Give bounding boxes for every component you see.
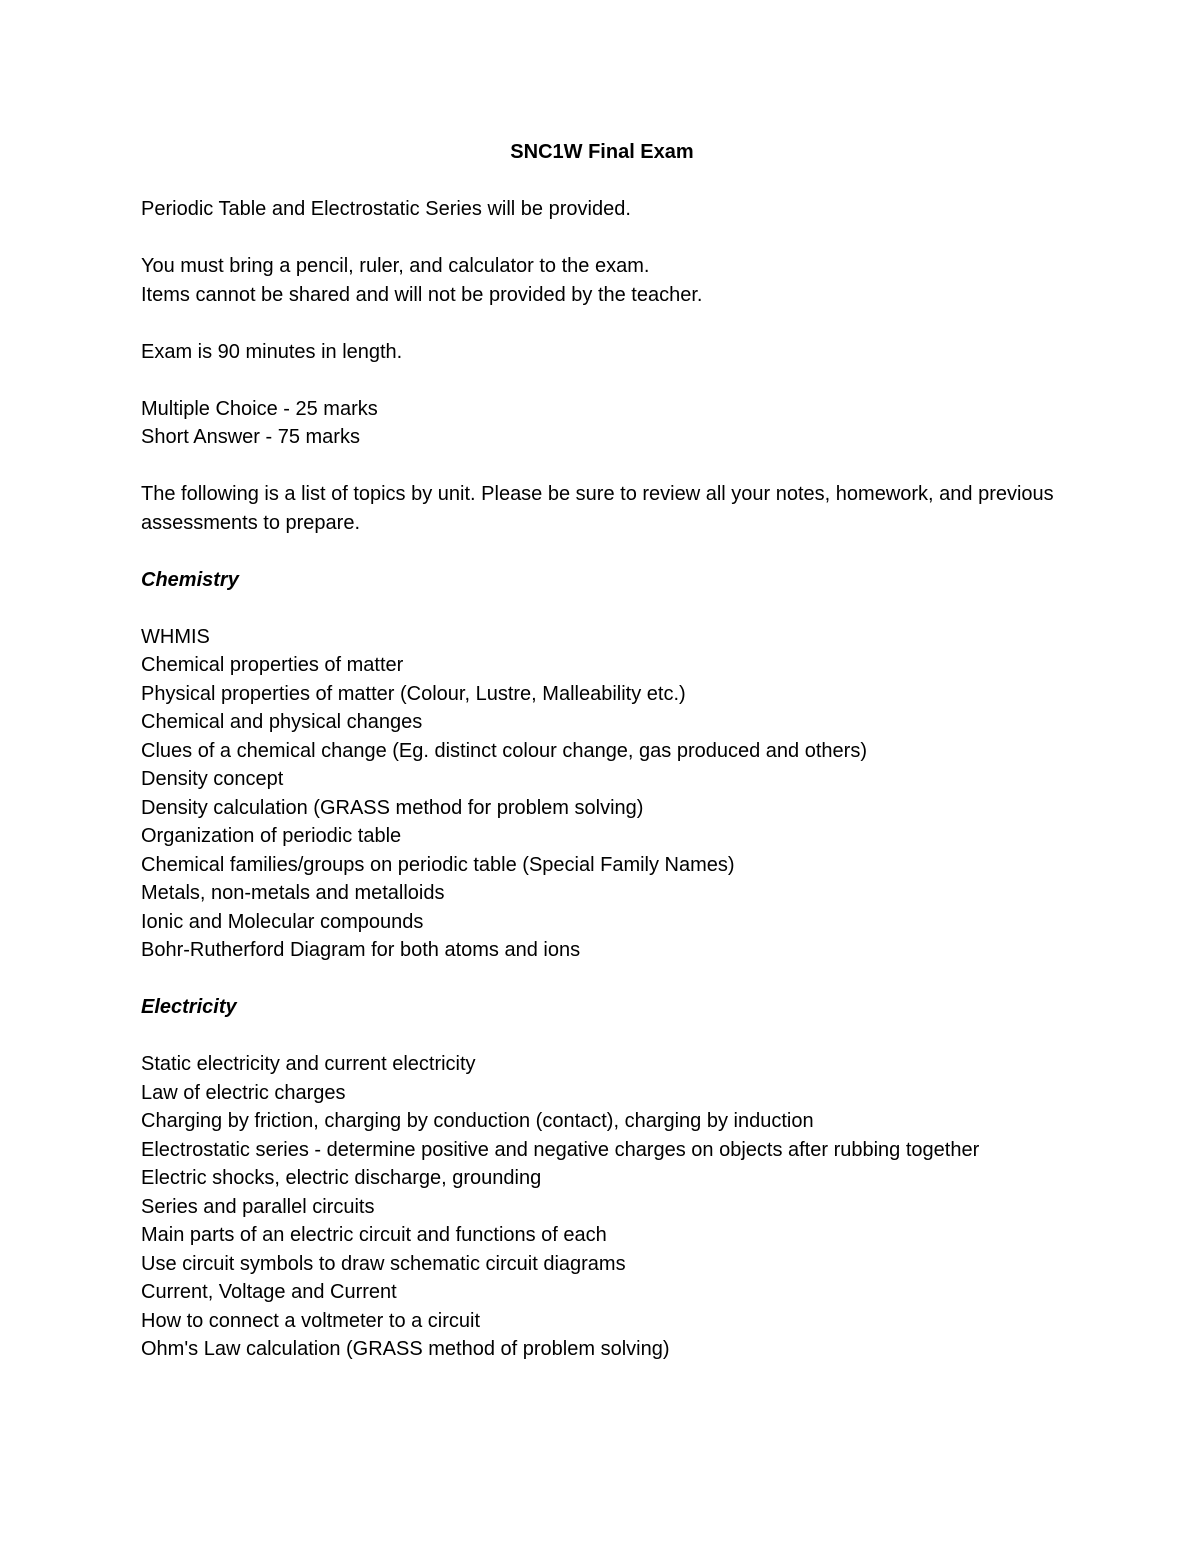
- spacer: [141, 309, 1061, 338]
- topic-list-chemistry: [141, 623, 1061, 965]
- spacer: [141, 537, 1061, 566]
- list-item: Chemical and physical changes: [141, 711, 423, 733]
- topics-note: The following is a list of topics by unit. Please be sure to review all your notes, homework, and previous assessments to prepare.: [141, 483, 1054, 534]
- list-item: Law of electric charges: [141, 1081, 346, 1104]
- list-item: Electric shocks, electric discharge, grounding: [141, 1167, 542, 1189]
- list-item: Static electricity and current electricity: [141, 1053, 476, 1075]
- spacer: [141, 965, 1061, 994]
- spacer: [141, 167, 1061, 196]
- list-item: WHMIS: [141, 625, 210, 648]
- list-item: Ohm's Law calculation (GRASS method of problem solving): [141, 1338, 670, 1360]
- provided-note: Periodic Table and Electrostatic Series will be provided.: [141, 198, 631, 220]
- list-item: Physical properties of matter (Colour, Lustre, Malleability etc.): [141, 682, 686, 705]
- marks-short-answer: Short Answer - 75 marks: [141, 426, 360, 448]
- marks-multiple-choice: Multiple Choice - 25 marks: [141, 397, 378, 420]
- list-item: Main parts of an electric circuit and functions of each: [141, 1224, 607, 1246]
- spacer: [141, 224, 1061, 253]
- page-title: SNC1W Final Exam: [510, 141, 694, 163]
- list-item: How to connect a voltmeter to a circuit: [141, 1309, 481, 1332]
- spacer: [141, 452, 1061, 481]
- unit-heading-chemistry: Chemistry: [141, 568, 239, 591]
- list-item: Chemical properties of matter: [141, 654, 404, 676]
- spacer: [141, 1022, 1061, 1051]
- spacer: [141, 366, 1061, 395]
- exam-length: Exam is 90 minutes in length.: [141, 340, 403, 363]
- list-item: Use circuit symbols to draw schematic circuit diagrams: [141, 1252, 626, 1275]
- list-item: Chemical families/groups on periodic table (Special Family Names): [141, 853, 735, 876]
- bring-note: You must bring a pencil, ruler, and calculator to the exam.: [141, 255, 650, 277]
- list-item: Current, Voltage and Current: [141, 1281, 397, 1303]
- list-item: Density concept: [141, 768, 284, 790]
- unit-heading-electricity: Electricity: [141, 996, 237, 1018]
- list-item: Organization of periodic table: [141, 825, 402, 847]
- list-item: Electrostatic series - determine positive and negative charges on objects after rubbing together: [141, 1138, 980, 1161]
- list-item: Charging by friction, charging by conduction (contact), charging by induction: [141, 1110, 814, 1132]
- list-item: Bohr-Rutherford Diagram for both atoms and ions: [141, 939, 581, 961]
- spacer: [141, 594, 1061, 623]
- list-item: Metals, non-metals and metalloids: [141, 882, 445, 904]
- list-item: Series and parallel circuits: [141, 1195, 375, 1218]
- list-item: Density calculation (GRASS method for problem solving): [141, 796, 644, 819]
- list-item: Clues of a chemical change (Eg. distinct colour change, gas produced and others): [141, 739, 867, 762]
- topic-list-electricity: [141, 1050, 1061, 1364]
- list-item: Ionic and Molecular compounds: [141, 910, 424, 933]
- sharing-note: Items cannot be shared and will not be provided by the teacher.: [141, 283, 703, 306]
- document-body: [141, 138, 1061, 1364]
